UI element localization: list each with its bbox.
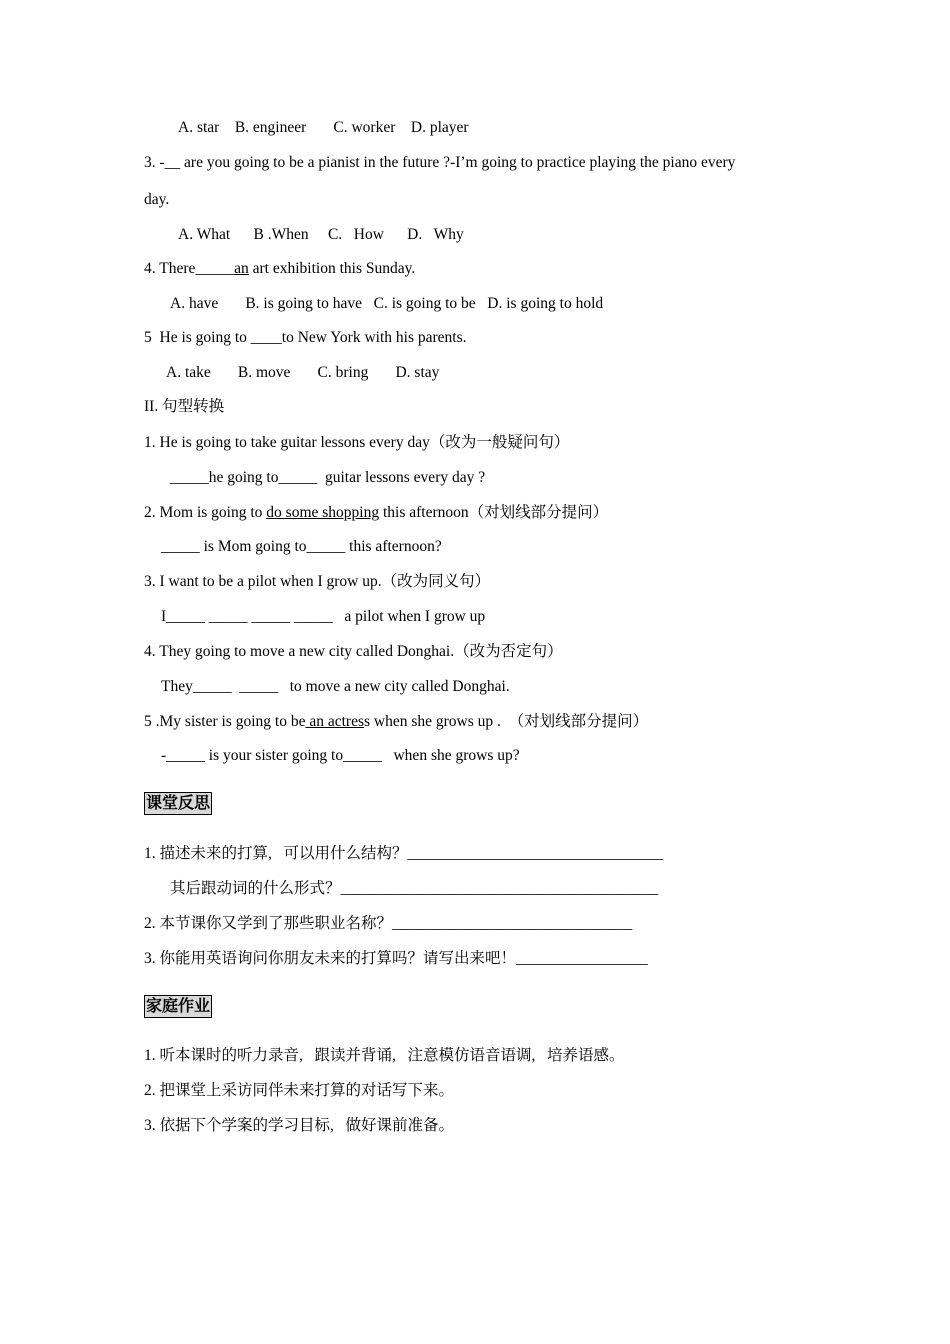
transform-q2-post: this afternoon（对划线部分提问）: [379, 504, 609, 521]
transform-q5-underlined: an actres: [305, 713, 364, 730]
transform-q2: [144, 503, 608, 523]
homework-title: 家庭作业: [144, 995, 212, 1018]
transform-q5-post: s when she grows up . （对划线部分提问）: [364, 713, 649, 730]
reflection-item-1: 1. 描述未来的打算, 可以用什么结构？_________________________________: [144, 845, 664, 862]
q3-question-line1: 3. -__ are you going to be a pianist in the future ?-I’m going to practice playing the piano every: [144, 154, 736, 171]
reflection-title: 课堂反思: [144, 792, 212, 815]
transform-q5-blank: -_____ is your sister going to_____ when she grows up?: [161, 747, 520, 764]
reflection-item-2: 2. 本节课你又学到了那些职业名称？_______________________________: [144, 915, 633, 932]
q3-options: A. What B .When C. How D. Why: [178, 226, 464, 243]
reflection-item-1b: 其后跟动词的什么形式？_________________________________________: [170, 880, 659, 897]
q5-options: A. take B. move C. bring D. stay: [166, 364, 440, 381]
homework-item-2: 2. 把课堂上采访同伴未来打算的对话写下来。: [144, 1082, 455, 1099]
transform-q5-pre: 5 .My sister is going to be: [144, 713, 306, 730]
q4-options: A. have B. is going to have C. is going to be D. is going to hold: [170, 295, 604, 312]
q5-question: 5 He is going to ____to New York with his parents.: [144, 329, 467, 346]
transform-q3: 3. I want to be a pilot when I grow up.（改为同义句）: [144, 573, 491, 590]
transform-q2-pre: 2. Mom is going to: [144, 504, 267, 521]
transform-q5: [144, 712, 648, 732]
q3-question-line2: day.: [144, 191, 170, 208]
transform-q2-underlined: do some shopping: [266, 504, 380, 521]
transform-q1: 1. He is going to take guitar lessons every day（改为一般疑问句）: [144, 434, 570, 451]
reflection-item-3: 3. 你能用英语询问你朋友未来的打算吗？请写出来吧！_________________: [144, 950, 648, 967]
transform-q4-blank: They_____ _____ to move a new city called Donghai.: [161, 678, 510, 695]
q2-options: A. star B. engineer C. worker D. player: [178, 119, 469, 136]
q4-text-post: art exhibition this Sunday.: [248, 260, 416, 277]
transform-q1-blank: _____he going to_____ guitar lessons every day ?: [170, 469, 486, 486]
transform-q3-blank: I_____ _____ _____ _____ a pilot when I grow up: [161, 608, 486, 625]
q4-text-pre: 4. There_____: [144, 260, 235, 277]
transform-q2-blank: _____ is Mom going to_____ this afternoon?: [161, 538, 442, 555]
homework-item-3: 3. 依据下个学案的学习目标, 做好课前准备。: [144, 1117, 455, 1134]
q4-question: [144, 259, 415, 279]
homework-item-1: 1. 听本课时的听力录音, 跟读并背诵, 注意模仿语音语调, 培养语感。: [144, 1047, 625, 1064]
transform-q4: 4. They going to move a new city called Donghai.（改为否定句）: [144, 643, 563, 660]
q4-underlined-word: an: [234, 260, 249, 277]
section-heading-transform: II. 句型转换: [144, 398, 225, 415]
